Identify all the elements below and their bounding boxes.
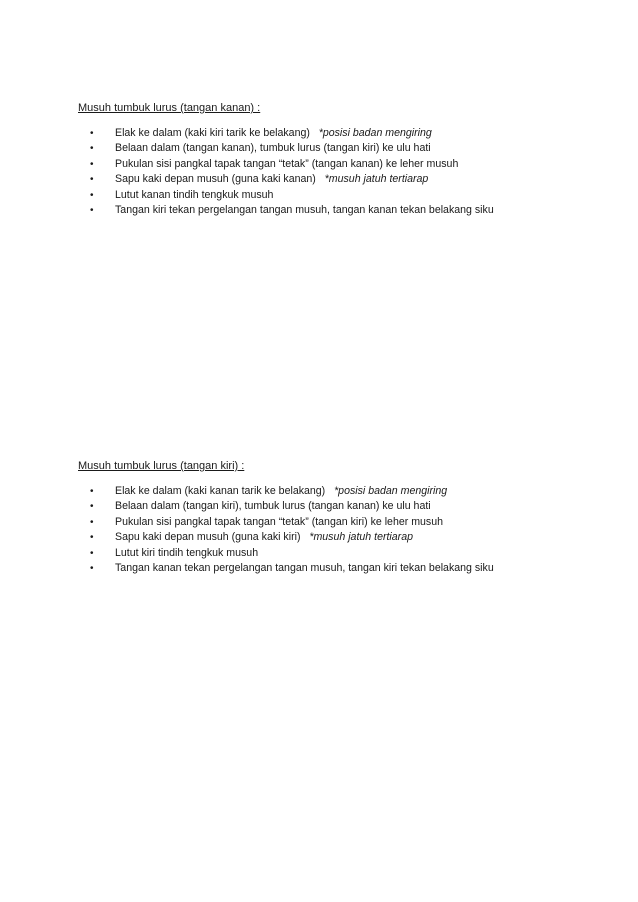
bullet-icon: • [90, 547, 94, 559]
step-note: *musuh jatuh tertiarap [324, 173, 429, 186]
bullet-icon: • [90, 174, 94, 186]
bullet-icon: • [90, 516, 94, 528]
step-text: Pukulan sisi pangkal tapak tangan “tetak” (tangan kanan) ke leher musuh [115, 157, 459, 170]
step-text: Sapu kaki depan musuh (guna kaki kiri) [115, 531, 301, 544]
list-item [78, 530, 598, 545]
bullet-icon: • [90, 532, 94, 544]
section-heading: Musuh tumbuk lurus (tangan kiri) : [78, 460, 245, 472]
list-item [78, 126, 598, 141]
step-text: Belaan dalam (tangan kiri), tumbuk lurus (tangan kanan) ke ulu hati [115, 500, 431, 513]
step-note: *posisi badan mengiring [334, 485, 448, 497]
step-text: Belaan dalam (tangan kanan), tumbuk lurus (tangan kiri) ke ulu hati [115, 142, 431, 155]
bullet-icon: • [90, 143, 94, 155]
list-item [78, 172, 598, 187]
list-item [78, 499, 598, 514]
bullet-icon: • [90, 486, 94, 497]
bullet-icon: • [90, 205, 94, 217]
step-text: Elak ke dalam (kaki kiri tarik ke belakang) [115, 127, 310, 139]
list-item [78, 515, 598, 530]
bullet-icon: • [90, 563, 94, 575]
list-item [78, 484, 598, 499]
list-item [78, 141, 598, 156]
list-item [78, 157, 598, 172]
step-text: Tangan kiri tekan pergelangan tangan musuh, tangan kanan tekan belakang siku [115, 204, 494, 217]
bullet-icon: • [90, 128, 94, 139]
step-text: Sapu kaki depan musuh (guna kaki kanan) [115, 173, 316, 186]
steps-list [78, 484, 598, 576]
section-left-hand-punch [78, 459, 598, 576]
list-item [78, 203, 598, 218]
step-note: *posisi badan mengiring [318, 127, 432, 139]
step-text: Lutut kanan tindih tengkuk musuh [115, 188, 274, 201]
step-text: Pukulan sisi pangkal tapak tangan “tetak” (tangan kiri) ke leher musuh [115, 515, 443, 528]
bullet-icon: • [90, 501, 94, 513]
bullet-icon: • [90, 158, 94, 170]
list-item [78, 188, 598, 203]
section-heading: Musuh tumbuk lurus (tangan kanan) : [78, 102, 261, 114]
list-item [78, 546, 598, 561]
step-text: Elak ke dalam (kaki kanan tarik ke belakang) [115, 485, 326, 497]
list-item [78, 561, 598, 576]
section-right-hand-punch [78, 101, 598, 218]
step-note: *musuh jatuh tertiarap [309, 531, 413, 544]
step-text: Lutut kiri tindih tengkuk musuh [115, 546, 259, 559]
step-text: Tangan kanan tekan pergelangan tangan musuh, tangan kiri tekan belakang siku [115, 562, 494, 575]
bullet-icon: • [90, 189, 94, 201]
steps-list [78, 126, 598, 218]
